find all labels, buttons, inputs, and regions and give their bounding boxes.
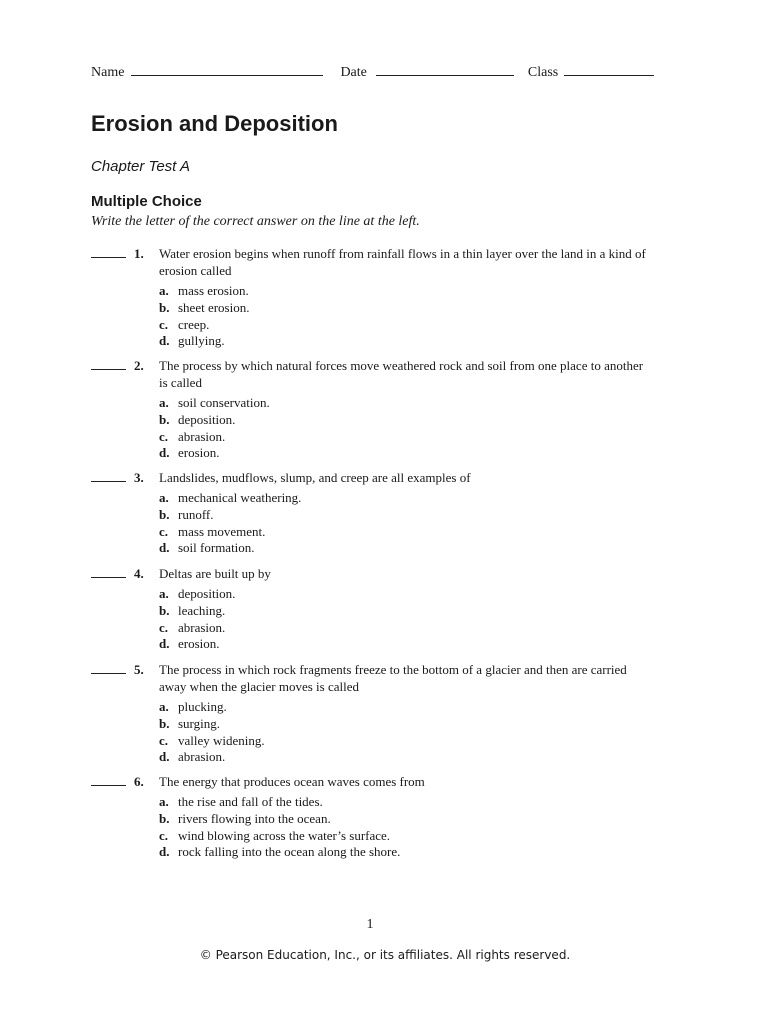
question-number: 1. — [134, 246, 144, 261]
choice-item — [159, 283, 651, 300]
choice-text: sheet erosion. — [178, 299, 250, 315]
choice-item — [159, 811, 651, 828]
choice-letter: b. — [159, 411, 170, 427]
answer-line — [91, 257, 126, 258]
question-text: The energy that produces ocean waves comes from — [159, 774, 425, 789]
choice-item — [159, 716, 651, 733]
question-item — [91, 773, 651, 861]
answer-line — [91, 577, 126, 578]
choice-item — [159, 507, 651, 524]
choice-item — [159, 603, 651, 620]
answer-line — [91, 369, 126, 370]
student-info-header — [91, 63, 654, 81]
choice-item — [159, 699, 651, 716]
question-text: The process in which rock fragments freeze to the bottom of a glacier and then are carried away when the glacier moves is called — [159, 662, 627, 694]
question-item — [91, 357, 651, 462]
question-text: The process by which natural forces move weathered rock and soil from one place to another is called — [159, 358, 644, 390]
choice-text: valley widening. — [178, 732, 265, 748]
choice-text: deposition. — [178, 411, 236, 427]
choice-letter: a. — [159, 699, 169, 714]
choice-text: mechanical weathering. — [178, 490, 302, 505]
choice-text: erosion. — [178, 636, 220, 652]
question-text: Water erosion begins when runoff from rainfall flows in a thin layer over the land in a kind of erosion called — [159, 246, 646, 278]
choice-text: plucking. — [178, 699, 227, 714]
choice-letter: b. — [159, 299, 170, 315]
name-blank — [131, 63, 323, 76]
choice-letter: d. — [159, 844, 170, 860]
date-label: Date — [340, 65, 367, 80]
choice-letter: b. — [159, 602, 170, 618]
choice-text: deposition. — [178, 586, 236, 601]
choice-text: creep. — [178, 316, 210, 332]
choice-letter: d. — [159, 540, 170, 556]
question-number: 4. — [134, 566, 144, 581]
choice-item — [159, 620, 651, 637]
choice-letter: c. — [159, 316, 169, 332]
choice-list — [91, 395, 651, 462]
choice-text: leaching. — [178, 602, 226, 618]
question-number: 6. — [134, 774, 144, 789]
choice-letter: a. — [159, 794, 169, 809]
choice-letter: b. — [159, 715, 170, 731]
choice-item — [159, 733, 651, 750]
question-text: Deltas are built up by — [159, 566, 271, 581]
page-title: Erosion and Deposition — [91, 111, 338, 136]
choice-text: gullying. — [178, 333, 225, 349]
date-blank — [376, 63, 514, 76]
choice-text: surging. — [178, 715, 221, 731]
choice-list — [91, 794, 651, 861]
page-subtitle: Chapter Test A — [91, 158, 190, 175]
choice-item — [159, 317, 651, 334]
choice-item — [159, 794, 651, 811]
choice-letter: c. — [159, 732, 169, 748]
choice-text: mass erosion. — [178, 283, 249, 298]
choice-item — [159, 445, 651, 462]
choice-text: erosion. — [178, 445, 220, 461]
choice-item — [159, 540, 651, 557]
choice-item — [159, 429, 651, 446]
choice-text: wind blowing across the water’s surface. — [178, 827, 391, 843]
choice-letter: a. — [159, 395, 169, 410]
choice-text: rivers flowing into the ocean. — [178, 810, 331, 826]
choice-item — [159, 828, 651, 845]
choice-letter: c. — [159, 827, 169, 843]
choice-item — [159, 636, 651, 653]
page-number: 1 — [366, 917, 374, 932]
choice-text: runoff. — [178, 506, 214, 522]
choice-item — [159, 490, 651, 507]
answer-line — [91, 785, 126, 786]
choice-list — [91, 699, 651, 766]
choice-letter: a. — [159, 586, 169, 601]
name-label: Name — [91, 65, 125, 80]
question-text: Landslides, mudflows, slump, and creep are all examples of — [159, 470, 471, 485]
choice-text: soil formation. — [178, 540, 255, 556]
question-number: 2. — [134, 358, 144, 373]
choice-letter: d. — [159, 445, 170, 461]
choice-item — [159, 749, 651, 766]
choice-item — [159, 412, 651, 429]
choice-letter: d. — [159, 636, 170, 652]
choice-text: rock falling into the ocean along the shore. — [178, 844, 401, 860]
class-label: Class — [527, 65, 559, 80]
choice-letter: c. — [159, 619, 169, 635]
choice-letter: c. — [159, 428, 169, 444]
question-number: 5. — [134, 662, 144, 677]
choice-text: mass movement. — [178, 523, 266, 539]
choice-item — [159, 300, 651, 317]
choice-text: the rise and fall of the tides. — [178, 794, 323, 809]
choice-item — [159, 333, 651, 350]
choice-list — [91, 490, 651, 557]
choice-item — [159, 395, 651, 412]
question-item — [91, 245, 651, 350]
choice-letter: b. — [159, 506, 170, 522]
choice-letter: c. — [159, 523, 169, 539]
choice-letter: d. — [159, 749, 170, 765]
question-number: 3. — [134, 470, 144, 485]
question-item — [91, 469, 651, 557]
choice-item — [159, 844, 651, 861]
answer-line — [91, 673, 126, 674]
choice-item — [159, 524, 651, 541]
choice-list — [91, 283, 651, 350]
question-item — [91, 565, 651, 653]
copyright-notice: © Pearson Education, Inc., or its affiliates. All rights reserved. — [199, 948, 571, 962]
question-item — [91, 661, 651, 766]
class-blank — [564, 63, 654, 76]
choice-item — [159, 586, 651, 603]
choice-letter: b. — [159, 810, 170, 826]
section-heading: Multiple Choice — [91, 193, 202, 210]
choice-text: abrasion. — [178, 749, 226, 765]
choice-letter: a. — [159, 283, 169, 298]
answer-line — [91, 481, 126, 482]
choice-letter: d. — [159, 333, 170, 349]
section-instructions: Write the letter of the correct answer on the line at the left. — [91, 214, 420, 229]
choice-text: soil conservation. — [178, 395, 270, 410]
choice-text: abrasion. — [178, 619, 226, 635]
choice-list — [91, 586, 651, 653]
choice-letter: a. — [159, 490, 169, 505]
choice-text: abrasion. — [178, 428, 226, 444]
